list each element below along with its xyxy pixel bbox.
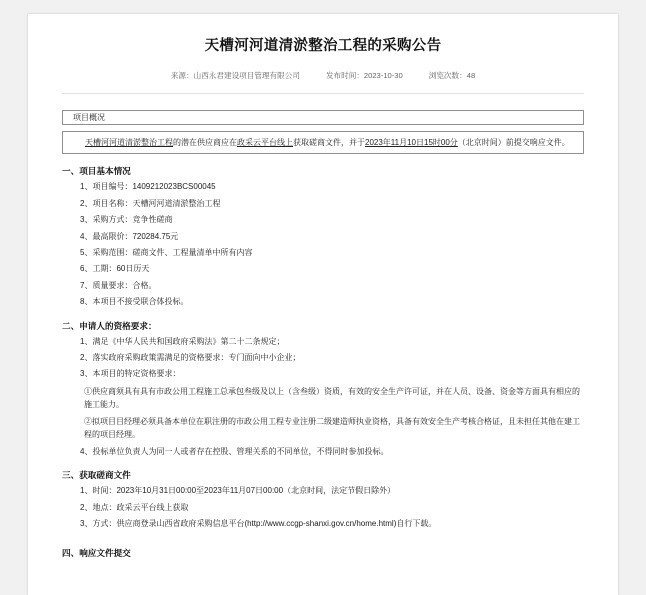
- header-divider: [62, 93, 584, 94]
- meta-views: [429, 70, 475, 81]
- sub-item: [84, 386, 584, 412]
- document-sheet: [28, 14, 618, 595]
- list-item: 1、满足《中华人民共和国政府采购法》第二十二条规定；: [80, 336, 285, 346]
- meta-views-value: 48: [466, 71, 476, 81]
- meta-publish-value: 2023-10-30: [363, 71, 403, 81]
- sub-item-text: ①供应商须具有具有市政公用工程施工总承包叁级及以上（含叁级）资质，有效的安全生产许可证，并在人员、设备、资金等方面具有相应的施工能力。: [84, 386, 580, 409]
- list-item: 1、时间：2023年10月31日00:00至2023年11月07日00:00（北京时间，法定节假日除外）: [80, 486, 396, 496]
- lead-text-6: （北京时间）前提交响应文件。: [457, 138, 570, 148]
- lead-paragraph: [69, 136, 577, 149]
- list-item: 6、工期：60日历天: [80, 264, 150, 274]
- lead-text-2: 的潜在供应商应在: [173, 138, 237, 148]
- meta-source: [171, 70, 300, 81]
- page-title: 天槽河河道清淤整治工程的采购公告: [204, 38, 442, 54]
- lead-project-name: 天槽河河道清淤整治工程: [85, 138, 173, 148]
- meta-views-label: 浏览次数：: [428, 71, 467, 81]
- lead-deadline: 2023年11月10日15时00分: [365, 138, 458, 148]
- meta-publish-date: [326, 70, 403, 81]
- meta-publish-label: 发布时间：: [325, 71, 364, 81]
- lead-text-4: 获取磋商文件，并于: [293, 138, 365, 148]
- list-item: 2、落实政府采购政策需满足的资格要求：专门面向中小企业；: [80, 353, 301, 362]
- list-item: 1、项目编号：1409212023BCS00045: [80, 182, 216, 192]
- list-item: 3、方式：供应商登录山西省政府采购信息平台(http://www.ccgp-shanxi.gov.cn/home.html)自行下载。: [80, 519, 437, 529]
- list-item: 3、采购方式：竞争性磋商: [80, 215, 173, 225]
- list-item: 4、投标单位负责人为同一人或者存在控股、管理关系的不同单位，不得同时参加投标。: [80, 446, 389, 456]
- project-overview-box: [62, 110, 584, 125]
- list-item: 2、项目名称：天槽河河道清淤整治工程: [80, 198, 221, 208]
- list-item: 7、质量要求：合格。: [80, 280, 157, 290]
- list-item: 3、本项目的特定资格要求：: [80, 369, 181, 379]
- section-heading-1: 一、项目基本情况: [62, 166, 131, 177]
- list-item: 8、本项目不接受联合体投标。: [80, 297, 189, 307]
- section-heading-2: 二、申请人的资格要求：: [62, 320, 157, 331]
- document-meta: [62, 70, 584, 81]
- list-item: 4、最高限价：720284.75元: [80, 231, 179, 241]
- sub-item: [84, 416, 584, 442]
- project-overview-label: 项目概况: [73, 113, 105, 123]
- meta-source-value: 山西永君建设项目管理有限公司: [193, 71, 300, 81]
- section-heading-3: 三、获取磋商文件: [62, 470, 131, 481]
- meta-source-label: 来源：: [170, 71, 194, 81]
- list-item: 2、地点：政采云平台线上获取: [80, 502, 189, 512]
- lead-platform: 政采云平台线上: [237, 138, 293, 148]
- list-item: 5、采购范围：磋商文件、工程量清单中所有内容: [80, 248, 253, 258]
- section-heading-4: 四、响应文件提交: [62, 547, 131, 558]
- lead-paragraph-box: [62, 131, 584, 154]
- sub-item-text: ②拟项目目经理必须具备本单位在职注册的市政公用工程专业注册二级建造师执业资格，具备有效安全生产考核合格证，且未担任其他在建工程的项目经理。: [84, 417, 580, 440]
